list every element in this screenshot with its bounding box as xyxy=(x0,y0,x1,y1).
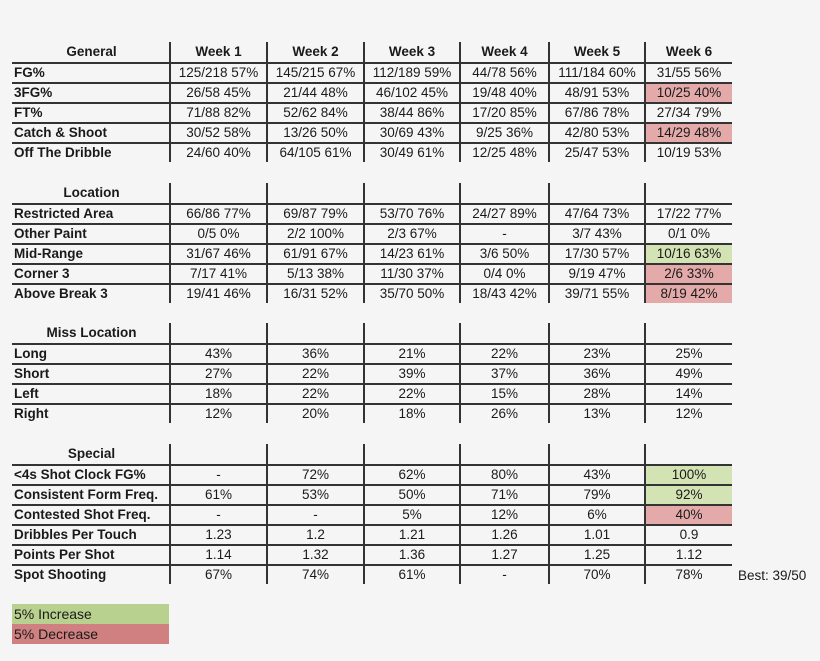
table-cell-week-4: 17/20 85% xyxy=(459,104,548,122)
table-row xyxy=(12,62,732,82)
table-cell-week-2: 5/13 38% xyxy=(266,265,363,283)
table-cell-week-1: 7/17 41% xyxy=(169,265,266,283)
table-row xyxy=(12,263,732,283)
table-cell-week-2: - xyxy=(266,506,363,524)
column-header-week-6 xyxy=(644,183,732,203)
table-cell-week-6: 2/6 33% xyxy=(644,265,732,283)
table-cell-week-6: 1.12 xyxy=(644,546,732,564)
table-cell-week-2: 22% xyxy=(266,385,363,403)
column-header-week-3: Week 3 xyxy=(363,42,459,62)
table-cell-week-2: 145/215 67% xyxy=(266,64,363,82)
table-cell-week-1: 43% xyxy=(169,345,266,363)
table-cell-week-4: 26% xyxy=(459,405,548,423)
table-cell-week-2: 36% xyxy=(266,345,363,363)
section-header-row xyxy=(12,42,732,62)
table-cell-week-2: 74% xyxy=(266,566,363,584)
table-cell-week-5: 43% xyxy=(548,466,644,484)
table-cell-week-5: 70% xyxy=(548,566,644,584)
table-row xyxy=(12,243,732,263)
table-cell-week-1: 27% xyxy=(169,365,266,383)
section-special xyxy=(12,444,807,584)
table-cell-week-5: 42/80 53% xyxy=(548,124,644,142)
table-cell-week-5: 23% xyxy=(548,345,644,363)
row-label: <4s Shot Clock FG% xyxy=(14,467,146,482)
column-header-week-4 xyxy=(459,444,548,464)
table-cell-week-2: 21/44 48% xyxy=(266,84,363,102)
table-cell-week-5: 25/47 53% xyxy=(548,144,644,162)
table-cell-week-3: 11/30 37% xyxy=(363,265,459,283)
table-cell-week-4: 1.27 xyxy=(459,546,548,564)
column-header-week-6 xyxy=(644,444,732,464)
table-cell-week-3: 30/49 61% xyxy=(363,144,459,162)
table-cell-week-6: 14/29 48% xyxy=(644,124,732,142)
table-cell-week-3: 38/44 86% xyxy=(363,104,459,122)
row-label: Corner 3 xyxy=(14,266,70,281)
table-cell-week-3: 112/189 59% xyxy=(363,64,459,82)
table-cell-week-2: 1.2 xyxy=(266,526,363,544)
table-cell-week-4: 44/78 56% xyxy=(459,64,548,82)
table-cell-week-3: 39% xyxy=(363,365,459,383)
table-cell-week-5: 28% xyxy=(548,385,644,403)
table-cell-week-5: 67/86 78% xyxy=(548,104,644,122)
column-header-week-5: Week 5 xyxy=(548,42,644,62)
table-cell-week-2: 64/105 61% xyxy=(266,144,363,162)
column-header-week-3 xyxy=(363,183,459,203)
table-cell-week-6: 49% xyxy=(644,365,732,383)
table-cell-week-5: 111/184 60% xyxy=(548,64,644,82)
table-cell-week-2: 1.32 xyxy=(266,546,363,564)
table-row xyxy=(12,564,807,584)
table-cell-week-4: 18/43 42% xyxy=(459,285,548,303)
row-label: Contested Shot Freq. xyxy=(14,507,151,522)
column-header-week-3 xyxy=(363,444,459,464)
table-cell-week-1: 61% xyxy=(169,486,266,504)
table-cell-week-5: 47/64 73% xyxy=(548,205,644,223)
table-cell-week-6: 27/34 79% xyxy=(644,104,732,122)
table-cell-week-1: 66/86 77% xyxy=(169,205,266,223)
table-cell-week-6: 17/22 77% xyxy=(644,205,732,223)
row-label: Left xyxy=(14,386,39,401)
table-cell-week-2: 13/26 50% xyxy=(266,124,363,142)
table-cell-week-6: 8/19 42% xyxy=(644,285,732,303)
table-cell-week-4: 80% xyxy=(459,466,548,484)
column-header-week-2 xyxy=(266,183,363,203)
table-cell-week-2: 61/91 67% xyxy=(266,245,363,263)
table-cell-week-3: 1.36 xyxy=(363,546,459,564)
table-cell-week-1: 1.23 xyxy=(169,526,266,544)
table-cell-week-3: 61% xyxy=(363,566,459,584)
table-cell-week-2: 2/2 100% xyxy=(266,225,363,243)
table-row xyxy=(12,142,732,162)
column-header-week-6 xyxy=(644,323,732,343)
table-cell-week-3: 14/23 61% xyxy=(363,245,459,263)
table-cell-week-5: 1.01 xyxy=(548,526,644,544)
table-cell-week-3: 35/70 50% xyxy=(363,285,459,303)
table-cell-week-4: 9/25 36% xyxy=(459,124,548,142)
table-cell-week-1: 71/88 82% xyxy=(169,104,266,122)
table-row xyxy=(12,403,732,423)
column-header-week-1: Week 1 xyxy=(169,42,266,62)
table-cell-week-3: 53/70 76% xyxy=(363,205,459,223)
table-row xyxy=(12,102,732,122)
table-cell-week-4: 1.26 xyxy=(459,526,548,544)
table-cell-week-1: 30/52 58% xyxy=(169,124,266,142)
table-cell-week-4: 22% xyxy=(459,345,548,363)
section-miss-location xyxy=(12,323,732,423)
section-header-row xyxy=(12,323,732,343)
row-label: Mid-Range xyxy=(14,246,83,261)
row-label: Above Break 3 xyxy=(14,286,108,301)
table-cell-week-6: 10/25 40% xyxy=(644,84,732,102)
table-cell-week-1: - xyxy=(169,466,266,484)
table-cell-week-2: 72% xyxy=(266,466,363,484)
table-cell-week-3: 21% xyxy=(363,345,459,363)
table-row xyxy=(12,484,732,504)
table-cell-week-5: 3/7 43% xyxy=(548,225,644,243)
table-cell-week-4: 24/27 89% xyxy=(459,205,548,223)
table-cell-week-3: 46/102 45% xyxy=(363,84,459,102)
table-cell-week-6: 31/55 56% xyxy=(644,64,732,82)
table-cell-week-1: 19/41 46% xyxy=(169,285,266,303)
table-cell-week-2: 69/87 79% xyxy=(266,205,363,223)
row-label: Short xyxy=(14,366,50,381)
table-cell-week-2: 16/31 52% xyxy=(266,285,363,303)
table-cell-week-1: - xyxy=(169,506,266,524)
table-cell-week-1: 12% xyxy=(169,405,266,423)
table-cell-week-3: 22% xyxy=(363,385,459,403)
table-row xyxy=(12,363,732,383)
column-header-week-4 xyxy=(459,323,548,343)
row-label: Long xyxy=(14,346,47,361)
table-cell-week-6: 14% xyxy=(644,385,732,403)
table-cell-week-3: 62% xyxy=(363,466,459,484)
table-cell-week-2: 22% xyxy=(266,365,363,383)
table-cell-week-3: 1.21 xyxy=(363,526,459,544)
column-header-week-1 xyxy=(169,323,266,343)
table-row xyxy=(12,203,732,223)
column-header-week-4: Week 4 xyxy=(459,42,548,62)
table-row xyxy=(12,464,732,484)
table-row xyxy=(12,383,732,403)
row-label: Consistent Form Freq. xyxy=(14,487,159,502)
table-row xyxy=(12,283,732,303)
table-cell-week-4: 12% xyxy=(459,506,548,524)
row-label: FT% xyxy=(14,105,43,120)
table-cell-week-6: 40% xyxy=(644,506,732,524)
table-cell-week-4: 37% xyxy=(459,365,548,383)
table-cell-week-6: 25% xyxy=(644,345,732,363)
column-header-week-5 xyxy=(548,183,644,203)
table-cell-week-5: 79% xyxy=(548,486,644,504)
section-header-row xyxy=(12,183,732,203)
column-header-week-5 xyxy=(548,444,644,464)
table-cell-week-2: 52/62 84% xyxy=(266,104,363,122)
table-cell-week-2: 20% xyxy=(266,405,363,423)
column-header-week-5 xyxy=(548,323,644,343)
legend-decrease: 5% Decrease xyxy=(12,624,169,644)
table-cell-week-6: 10/16 63% xyxy=(644,245,732,263)
section-general xyxy=(12,42,732,162)
table-cell-week-5: 39/71 55% xyxy=(548,285,644,303)
row-label: Spot Shooting xyxy=(14,567,107,582)
table-cell-week-6: 100% xyxy=(644,466,732,484)
table-row xyxy=(12,524,732,544)
table-cell-week-4: 0/4 0% xyxy=(459,265,548,283)
section-title: Special xyxy=(67,446,116,461)
table-row xyxy=(12,544,732,564)
column-header-week-4 xyxy=(459,183,548,203)
table-cell-week-3: 18% xyxy=(363,405,459,423)
column-header-week-1 xyxy=(169,183,266,203)
table-cell-week-4: 71% xyxy=(459,486,548,504)
table-cell-week-4: - xyxy=(459,225,548,243)
table-cell-week-4: 12/25 48% xyxy=(459,144,548,162)
table-cell-week-4: 15% xyxy=(459,385,548,403)
table-cell-week-1: 31/67 46% xyxy=(169,245,266,263)
row-label: Points Per Shot xyxy=(14,547,115,562)
section-header-row xyxy=(12,444,732,464)
table-cell-week-1: 26/58 45% xyxy=(169,84,266,102)
table-cell-week-1: 125/218 57% xyxy=(169,64,266,82)
row-label: Other Paint xyxy=(14,226,87,241)
table-cell-week-1: 1.14 xyxy=(169,546,266,564)
row-label: FG% xyxy=(14,65,45,80)
table-cell-week-6: 0/1 0% xyxy=(644,225,732,243)
table-cell-week-6: 78% xyxy=(644,566,732,584)
table-cell-week-6: 12% xyxy=(644,405,732,423)
row-label: Restricted Area xyxy=(14,206,114,221)
table-cell-week-5: 9/19 47% xyxy=(548,265,644,283)
table-cell-week-1: 67% xyxy=(169,566,266,584)
table-row xyxy=(12,343,732,363)
column-header-week-2 xyxy=(266,444,363,464)
table-cell-week-2: 53% xyxy=(266,486,363,504)
column-header-week-2 xyxy=(266,323,363,343)
table-cell-week-6: 10/19 53% xyxy=(644,144,732,162)
row-label: Off The Dribble xyxy=(14,145,112,160)
table-cell-week-4: - xyxy=(459,566,548,584)
table-cell-week-5: 6% xyxy=(548,506,644,524)
row-label: Dribbles Per Touch xyxy=(14,527,137,542)
table-cell-week-3: 2/3 67% xyxy=(363,225,459,243)
section-title: General xyxy=(66,44,117,59)
table-cell-week-1: 18% xyxy=(169,385,266,403)
table-cell-week-5: 48/91 53% xyxy=(548,84,644,102)
column-header-week-3 xyxy=(363,323,459,343)
table-cell-week-3: 5% xyxy=(363,506,459,524)
table-cell-week-6: 0.9 xyxy=(644,526,732,544)
table-cell-week-5: 1.25 xyxy=(548,546,644,564)
table-row xyxy=(12,504,732,524)
table-row xyxy=(12,122,732,142)
column-header-week-6: Week 6 xyxy=(644,42,732,62)
best-note: Best: 39/50 xyxy=(738,568,807,583)
table-cell-week-4: 19/48 40% xyxy=(459,84,548,102)
legend-increase: 5% Increase xyxy=(12,604,169,624)
column-header-week-2: Week 2 xyxy=(266,42,363,62)
table-cell-week-1: 24/60 40% xyxy=(169,144,266,162)
table-cell-week-1: 0/5 0% xyxy=(169,225,266,243)
row-label: 3FG% xyxy=(14,85,53,100)
table-cell-week-3: 30/69 43% xyxy=(363,124,459,142)
table-cell-week-3: 50% xyxy=(363,486,459,504)
table-row xyxy=(12,82,732,102)
table-cell-week-6: 92% xyxy=(644,486,732,504)
table-cell-week-5: 13% xyxy=(548,405,644,423)
column-header-week-1 xyxy=(169,444,266,464)
section-location xyxy=(12,183,732,303)
table-cell-week-5: 36% xyxy=(548,365,644,383)
table-cell-week-5: 17/30 57% xyxy=(548,245,644,263)
row-label: Right xyxy=(14,406,49,421)
row-label: Catch & Shoot xyxy=(14,125,107,140)
section-title: Location xyxy=(63,185,120,200)
table-row xyxy=(12,223,732,243)
table-cell-week-4: 3/6 50% xyxy=(459,245,548,263)
section-title: Miss Location xyxy=(46,325,137,340)
